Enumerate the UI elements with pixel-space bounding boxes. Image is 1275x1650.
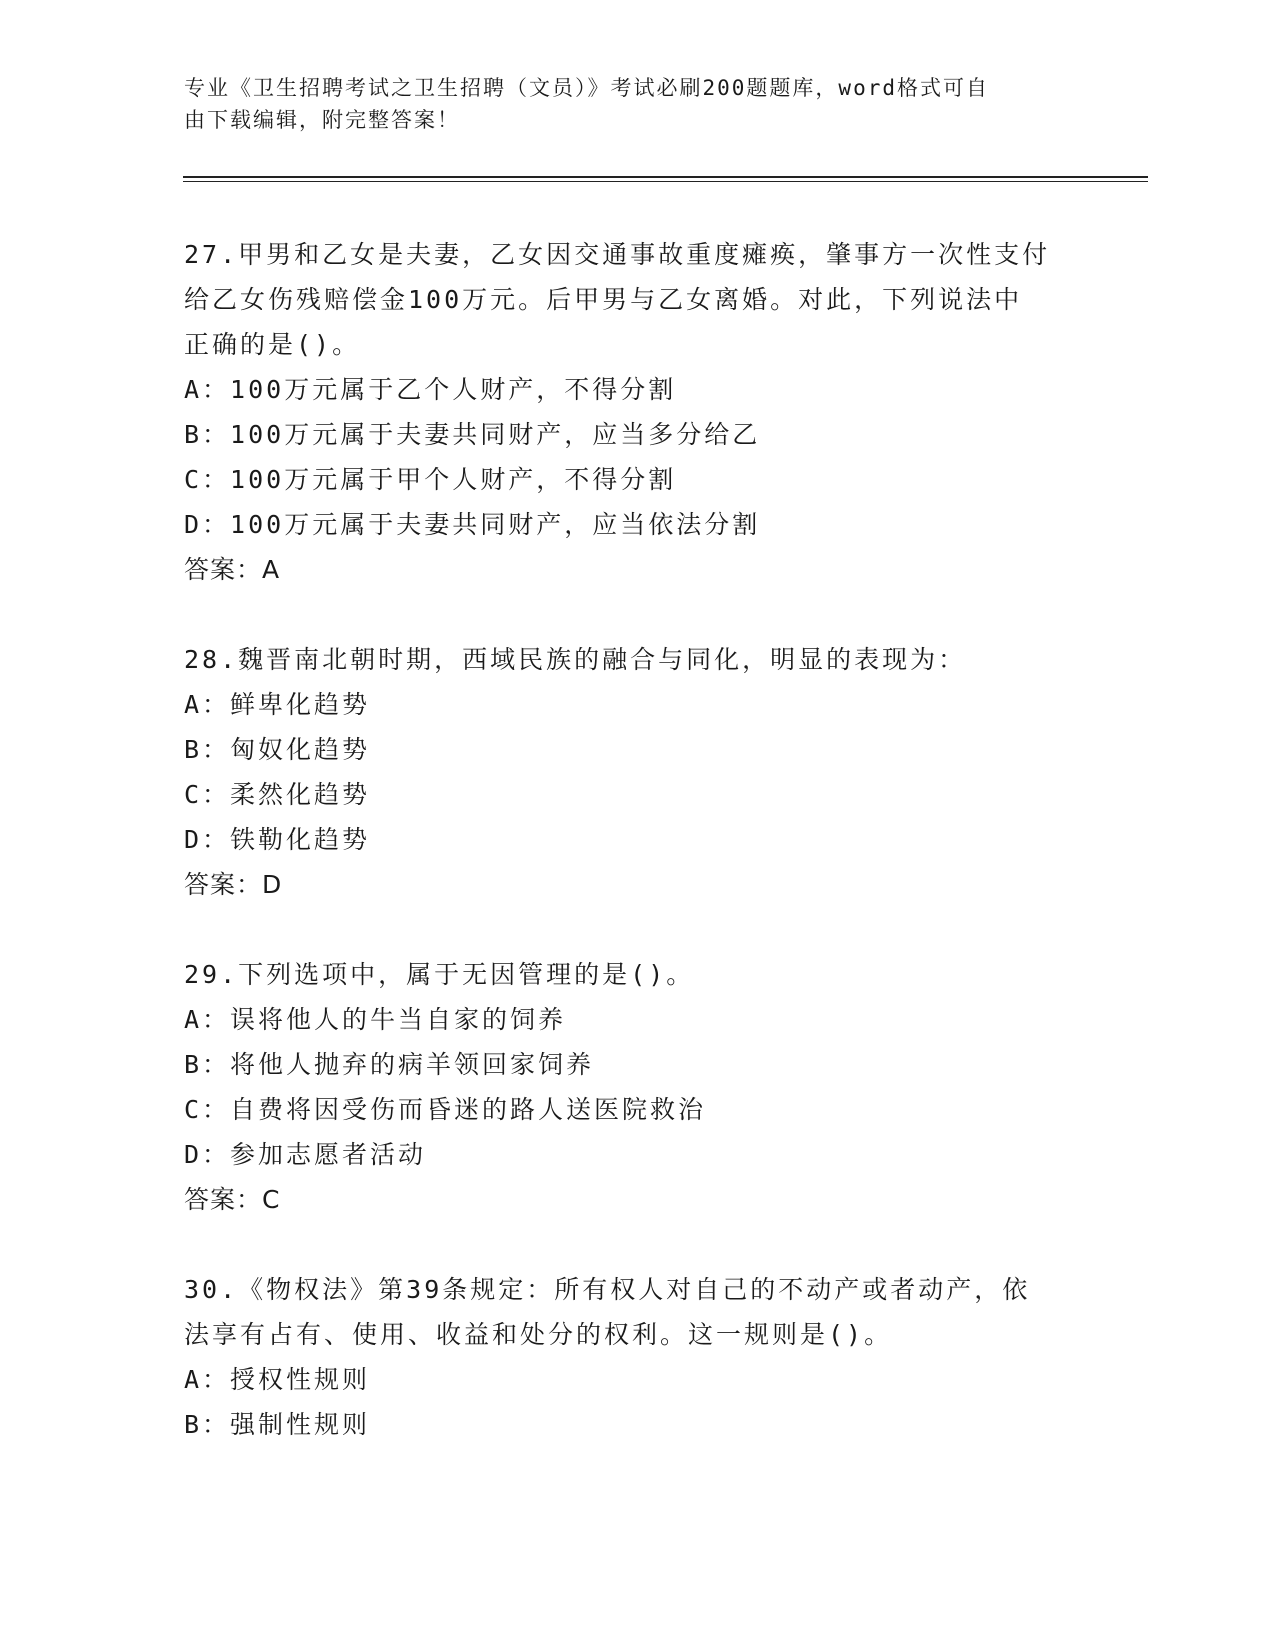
option-c: C：柔然化趋势 (184, 780, 371, 809)
question-stem (184, 1267, 1104, 1357)
header-line-2: 由下载编辑，附完整答案！ (184, 108, 460, 132)
option-a: A：授权性规则 (184, 1365, 371, 1394)
stem-line: 正确的是()。 (184, 330, 361, 359)
stem-line: 30.《物权法》第39条规定：所有权人对自己的不动产或者动产，依 (184, 1275, 1031, 1304)
answer-line: 答案：C (184, 1185, 281, 1214)
document-header (184, 72, 1084, 136)
option-d: D：100万元属于夫妻共同财产，应当依法分割 (184, 510, 761, 539)
header-divider-thick (183, 176, 1148, 178)
option-a: A：误将他人的牛当自家的饲养 (184, 1005, 567, 1034)
option-b: B：匈奴化趋势 (184, 735, 371, 764)
option-b: B：将他人抛弃的病羊领回家饲养 (184, 1050, 595, 1079)
question-27 (184, 232, 1104, 592)
option-b: B：100万元属于夫妻共同财产，应当多分给乙 (184, 420, 761, 449)
question-stem (184, 952, 1104, 997)
option-d: D：参加志愿者活动 (184, 1140, 427, 1169)
stem-line: 给乙女伤残赔偿金100万元。后甲男与乙女离婚。对此，下列说法中 (184, 285, 1023, 314)
question-stem (184, 637, 1104, 682)
stem-line: 法享有占有、使用、收益和处分的权利。这一规则是()。 (184, 1320, 893, 1349)
question-30 (184, 1267, 1104, 1447)
question-29 (184, 952, 1104, 1222)
stem-line: 27.甲男和乙女是夫妻，乙女因交通事故重度瘫痪，肇事方一次性支付 (184, 240, 1051, 269)
option-a: A：100万元属于乙个人财产，不得分割 (184, 375, 677, 404)
question-stem (184, 232, 1104, 367)
answer-line: 答案：D (184, 870, 283, 899)
header-line-1: 专业《卫生招聘考试之卫生招聘（文员）》考试必刷200题题库，word格式可自 (184, 76, 989, 100)
option-c: C：自费将因受伤而昏迷的路人送医院救治 (184, 1095, 707, 1124)
question-list (184, 232, 1104, 1492)
option-c: C：100万元属于甲个人财产，不得分割 (184, 465, 677, 494)
stem-line: 28.魏晋南北朝时期，西域民族的融合与同化，明显的表现为： (184, 645, 967, 674)
option-a: A：鲜卑化趋势 (184, 690, 371, 719)
header-divider-thin (183, 181, 1148, 182)
question-28 (184, 637, 1104, 907)
option-b: B：强制性规则 (184, 1410, 371, 1439)
option-d: D：铁勒化趋势 (184, 825, 371, 854)
stem-line: 29.下列选项中，属于无因管理的是()。 (184, 960, 695, 989)
answer-line: 答案：A (184, 555, 281, 584)
